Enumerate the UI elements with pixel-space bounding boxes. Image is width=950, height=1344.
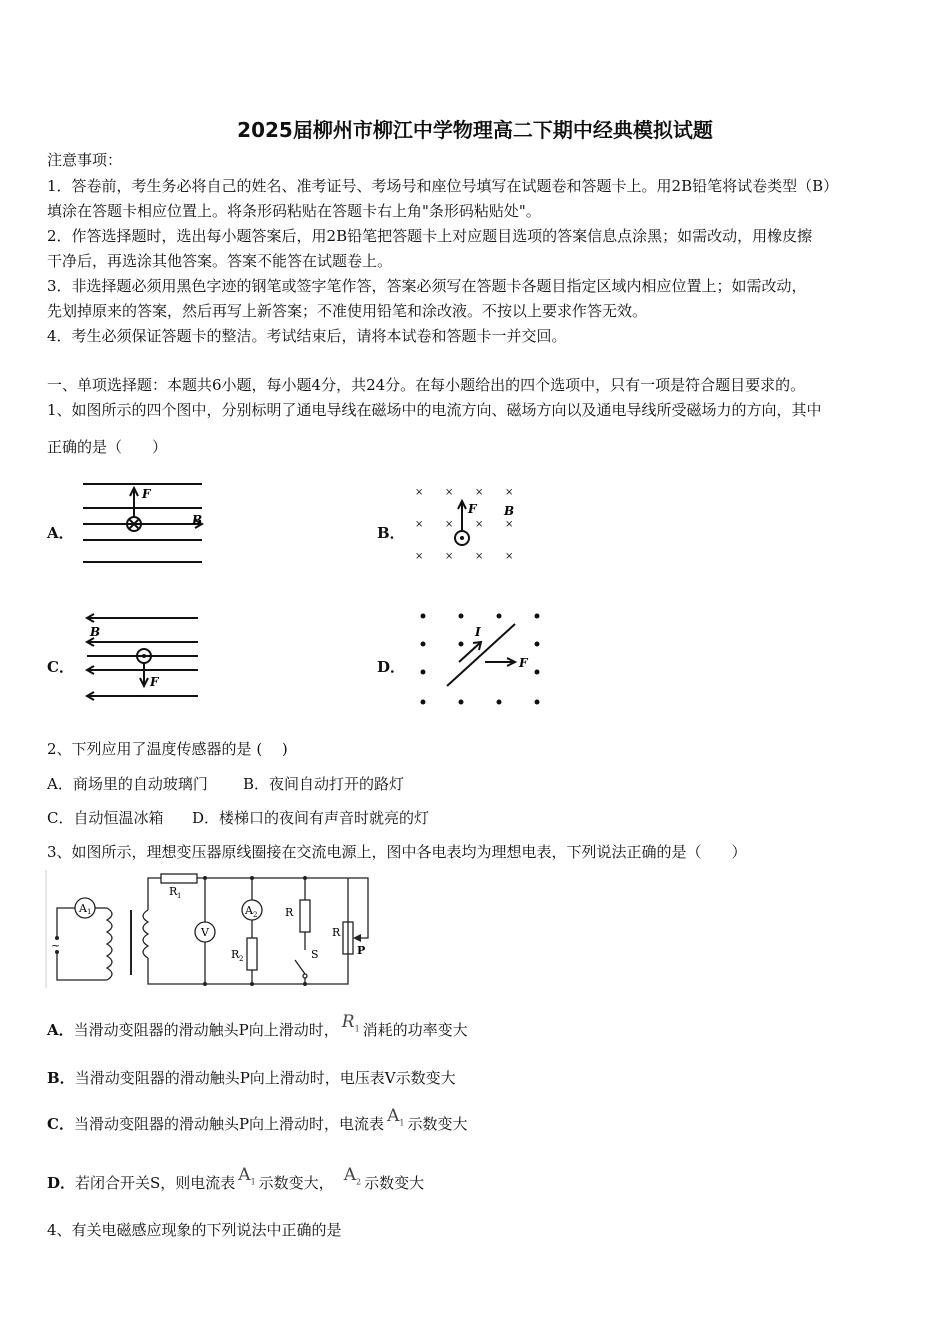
math-symbol <box>387 1106 404 1126</box>
q1-option-a-label: A． <box>47 524 74 542</box>
math-symbol <box>344 1165 361 1185</box>
q3-option-a <box>47 1012 468 1047</box>
option-text: 消耗的功率变大 <box>362 1021 468 1039</box>
svg-text:×: × <box>415 551 424 562</box>
page-title: 2025届柳州市柳江中学物理高二下期中经典模拟试题 <box>237 118 713 142</box>
switch-s-label: S <box>311 948 319 961</box>
resistor-r1-label: R <box>169 885 178 898</box>
notice-line: 4．考生必须保证答题卡的整洁。考试结束后，请将本试卷和答题卡一并交回。 <box>47 327 567 345</box>
subscript: 1 <box>354 1024 360 1034</box>
rheostat-r-label: R <box>332 926 341 939</box>
svg-text:×: × <box>475 519 484 530</box>
ammeter-a2-label: A <box>245 904 253 917</box>
q3-circuit-diagram <box>45 870 375 990</box>
q3-stem: 3、如图所示，理想变压器原线圈接在交流电源上，图中各电表均为理想电表，下列说法正确的是（ ） <box>47 843 747 861</box>
q1-figure-a <box>80 480 210 570</box>
ammeter-a1-label: A <box>79 902 87 915</box>
q1-stem-cont: 正确的是（ ） <box>47 438 168 456</box>
q2-option-c: C．自动恒温冰箱 <box>47 809 164 827</box>
notice-heading: 注意事项： <box>47 151 123 169</box>
q2-stem: 2、下列应用了温度传感器的是 ( ) <box>47 740 288 758</box>
option-letter: A． <box>47 1021 74 1039</box>
q1-option-d-label: D． <box>377 658 406 676</box>
option-text: 示数变大 <box>364 1174 425 1192</box>
svg-text:×: × <box>445 519 454 530</box>
option-text: 示数变大 <box>407 1115 468 1133</box>
slider-p-label: P <box>357 944 366 957</box>
voltmeter-label: V <box>201 926 209 939</box>
svg-text:×: × <box>415 519 424 530</box>
resistor-r1-sub: 1 <box>177 892 182 900</box>
force-label: F <box>150 675 159 689</box>
q2-option-b: B．夜间自动打开的路灯 <box>243 775 405 793</box>
symbol: R <box>341 1012 355 1032</box>
notice-line: 干净后，再选涂其他答案。答案不能答在试题卷上。 <box>47 252 393 270</box>
resistor-r2-label: R <box>231 948 240 961</box>
resistor-r-label: R <box>285 906 294 919</box>
q1-option-c-label: C． <box>47 658 74 676</box>
force-label: F <box>519 656 528 670</box>
resistor-r2-sub: 2 <box>239 955 244 963</box>
field-label: B <box>192 513 203 527</box>
notice-line: 3．非选择题必须用黑色字迹的钢笔或签字笔作答，答案必须写在答题卡各题目指定区域内相应位置上；如需改动， <box>47 277 807 295</box>
q3-option-b <box>47 1068 456 1088</box>
option-text: 示数变大， <box>258 1174 334 1192</box>
force-label: F <box>142 487 151 501</box>
symbol: A <box>343 1165 356 1185</box>
q1-figure-b <box>410 485 520 565</box>
notice-line: 填涂在答题卡相应位置上。将条形码粘贴在答题卡右上角"条形码粘贴处"。 <box>47 202 541 220</box>
math-symbol <box>238 1165 255 1185</box>
q2-option-d: D．楼梯口的夜间有声音时就亮的灯 <box>192 809 430 827</box>
svg-text:×: × <box>415 487 424 498</box>
notice-line: 先划掉原来的答案，然后再写上新答案；不准使用铅笔和涂改液。不按以上要求作答无效。 <box>47 302 648 320</box>
symbol: A <box>238 1165 251 1185</box>
section-heading: 一、单项选择题：本题共6小题，每小题4分，共24分。在每小题给出的四个选项中，只有一项是符合题目要求的。 <box>47 376 806 394</box>
force-label: F <box>468 502 477 516</box>
option-letter: D． <box>47 1174 76 1192</box>
svg-text:×: × <box>445 551 454 562</box>
svg-text:×: × <box>445 487 454 498</box>
notice-line: 1．答卷前，考生务必将自己的姓名、准考证号、考场号和座位号填写在试题卷和答题卡上。用2B铅笔将试卷类型（B） <box>47 177 839 195</box>
svg-text:×: × <box>505 551 514 562</box>
q1-figure-c <box>84 612 204 707</box>
ac-source-symbol: ~ <box>51 939 61 952</box>
option-text: 当滑动变阻器的滑动触头P向上滑动时，电流表 <box>73 1115 385 1133</box>
symbol: A <box>387 1106 400 1126</box>
svg-text:×: × <box>505 519 514 530</box>
subscript: 2 <box>355 1177 362 1187</box>
current-label: I <box>475 625 481 639</box>
q3-option-c <box>47 1106 468 1141</box>
q3-option-d <box>47 1165 425 1200</box>
field-label: B <box>504 504 515 518</box>
svg-text:×: × <box>475 487 484 498</box>
option-text: 当滑动变阻器的滑动触头P向上滑动时， <box>73 1021 339 1039</box>
option-text: 当滑动变阻器的滑动触头P向上滑动时，电压表V示数变大 <box>74 1069 456 1087</box>
notice-line: 2．作答选择题时，选出每小题答案后，用2B铅笔把答题卡上对应题目选项的答案信息点涂黑；如需改动，用橡皮擦 <box>47 227 813 245</box>
option-letter: C． <box>47 1115 74 1133</box>
subscript: 1 <box>250 1177 256 1187</box>
subscript: 1 <box>399 1118 405 1128</box>
q1-stem: 1、如图所示的四个图中，分别标明了通电导线在磁场中的电流方向、磁场方向以及通电导线所受磁场力的方向，其中 <box>47 401 822 419</box>
ammeter-a2-sub: 2 <box>253 911 258 919</box>
q1-option-b-label: B． <box>377 524 405 542</box>
ammeter-a1-sub: 1 <box>87 908 92 916</box>
math-symbol <box>342 1012 360 1032</box>
svg-text:×: × <box>475 551 484 562</box>
q1-figure-d <box>415 610 555 715</box>
option-text: 若闭合开关S，则电流表 <box>75 1174 236 1192</box>
field-label: B <box>90 625 101 639</box>
svg-text:×: × <box>505 487 514 498</box>
q4-stem: 4、有关电磁感应现象的下列说法中正确的是 <box>47 1221 342 1239</box>
q2-option-a: A．商场里的自动玻璃门 <box>47 775 208 793</box>
option-letter: B． <box>47 1069 75 1087</box>
